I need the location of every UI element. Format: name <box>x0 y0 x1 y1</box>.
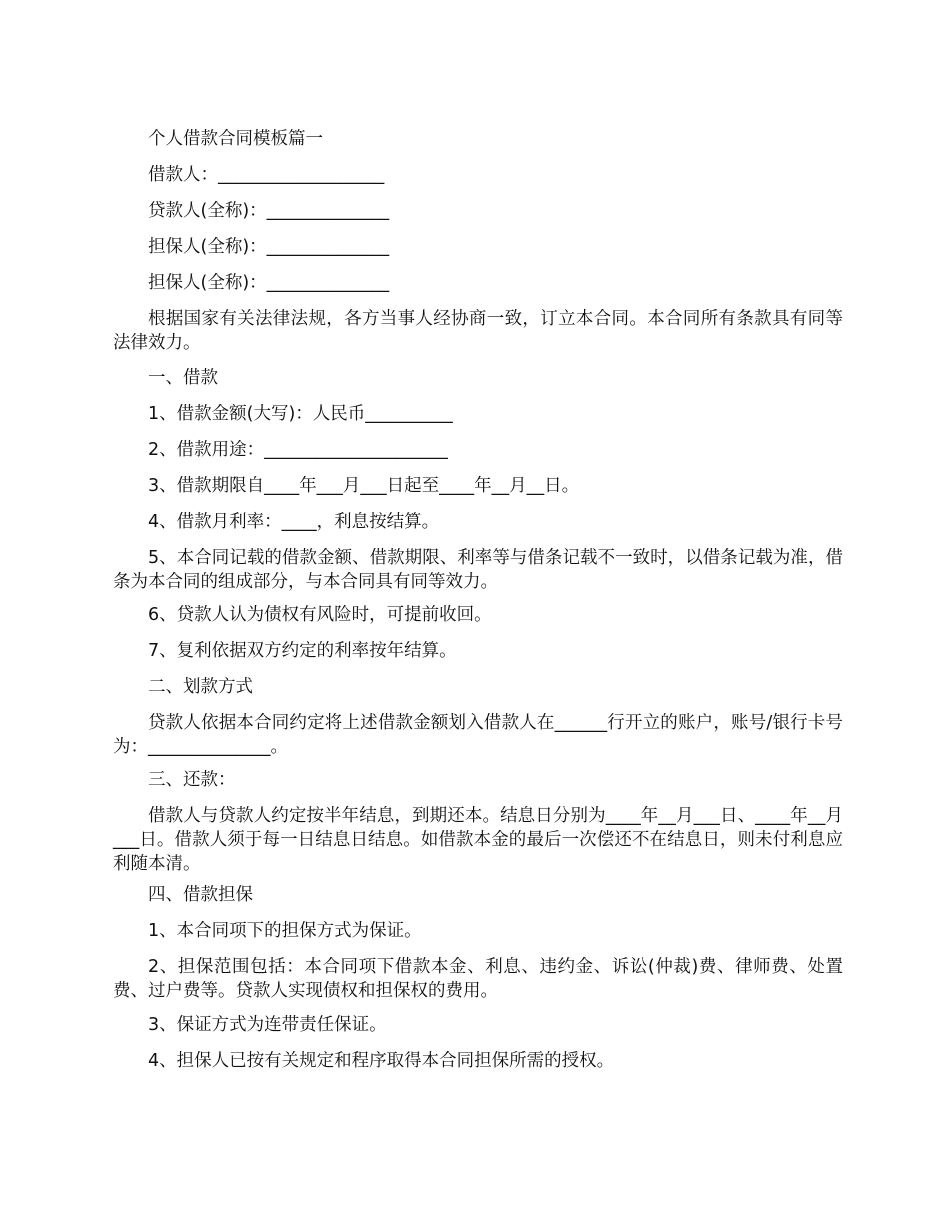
loan-term-item: 3、借款期限自____年___月___日起至____年__月__日。 <box>148 476 580 496</box>
guarantee-scope-item: 2、担保范围包括：本合同项下借款本金、利息、违约金、诉讼(仲裁)费、律师费、处置费、过户费等。贷款人实现债权和担保权的费用。 <box>113 957 843 1001</box>
section4-heading: 四、借款担保 <box>148 885 253 905</box>
loan-purpose-item: 2、借款用途：_____________________ <box>148 440 448 460</box>
party-guarantor-2: 担保人(全称)：______________ <box>148 273 390 293</box>
guarantor-authorization-item: 4、担保人已按有关规定和程序取得本合同担保所需的授权。 <box>148 1051 615 1071</box>
interest-rate-item: 4、借款月利率：____，利息按结算。 <box>148 512 440 532</box>
loan-note-clause: 5、本合同记载的借款金额、借款期限、利率等与借条记载不一致时，以借条记载为准，借条为本合同的组成部分，与本合同具有同等效力。 <box>113 548 843 592</box>
party-lender: 贷款人(全称)：______________ <box>148 201 390 221</box>
guarantee-type-item: 3、保证方式为连带责任保证。 <box>148 1015 387 1035</box>
guarantee-method-item: 1、本合同项下的担保方式为保证。 <box>148 921 422 941</box>
section2-heading: 二、划款方式 <box>148 677 253 697</box>
document-title: 个人借款合同模板篇一 <box>148 129 323 149</box>
early-recall-item: 6、贷款人认为债权有风险时，可提前收回。 <box>148 605 492 625</box>
repayment-paragraph: 借款人与贷款人约定按半年结息，到期还本。结息日分别为____年__月___日、____年__月___日。借款人须于每一日结息日结息。如借款本金的最后一次偿还不在结息日，则未付利息应利随本清。 <box>113 806 843 874</box>
compound-interest-item: 7、复利依据双方约定的利率按年结算。 <box>148 641 457 661</box>
preamble-paragraph: 根据国家有关法律法规，各方当事人经协商一致，订立本合同。本合同所有条款具有同等法律效力。 <box>113 309 843 353</box>
section3-heading: 三、还款： <box>148 770 236 790</box>
transfer-method-paragraph: 贷款人依据本合同约定将上述借款金额划入借款人在______行开立的账户，账号/银行卡号为：______________。 <box>113 713 843 757</box>
section1-heading: 一、借款 <box>148 368 218 388</box>
party-borrower: 借款人：___________________ <box>148 165 385 185</box>
loan-amount-item: 1、借款金额(大写)：人民币__________ <box>148 404 453 424</box>
party-guarantor-1: 担保人(全称)：______________ <box>148 237 390 257</box>
